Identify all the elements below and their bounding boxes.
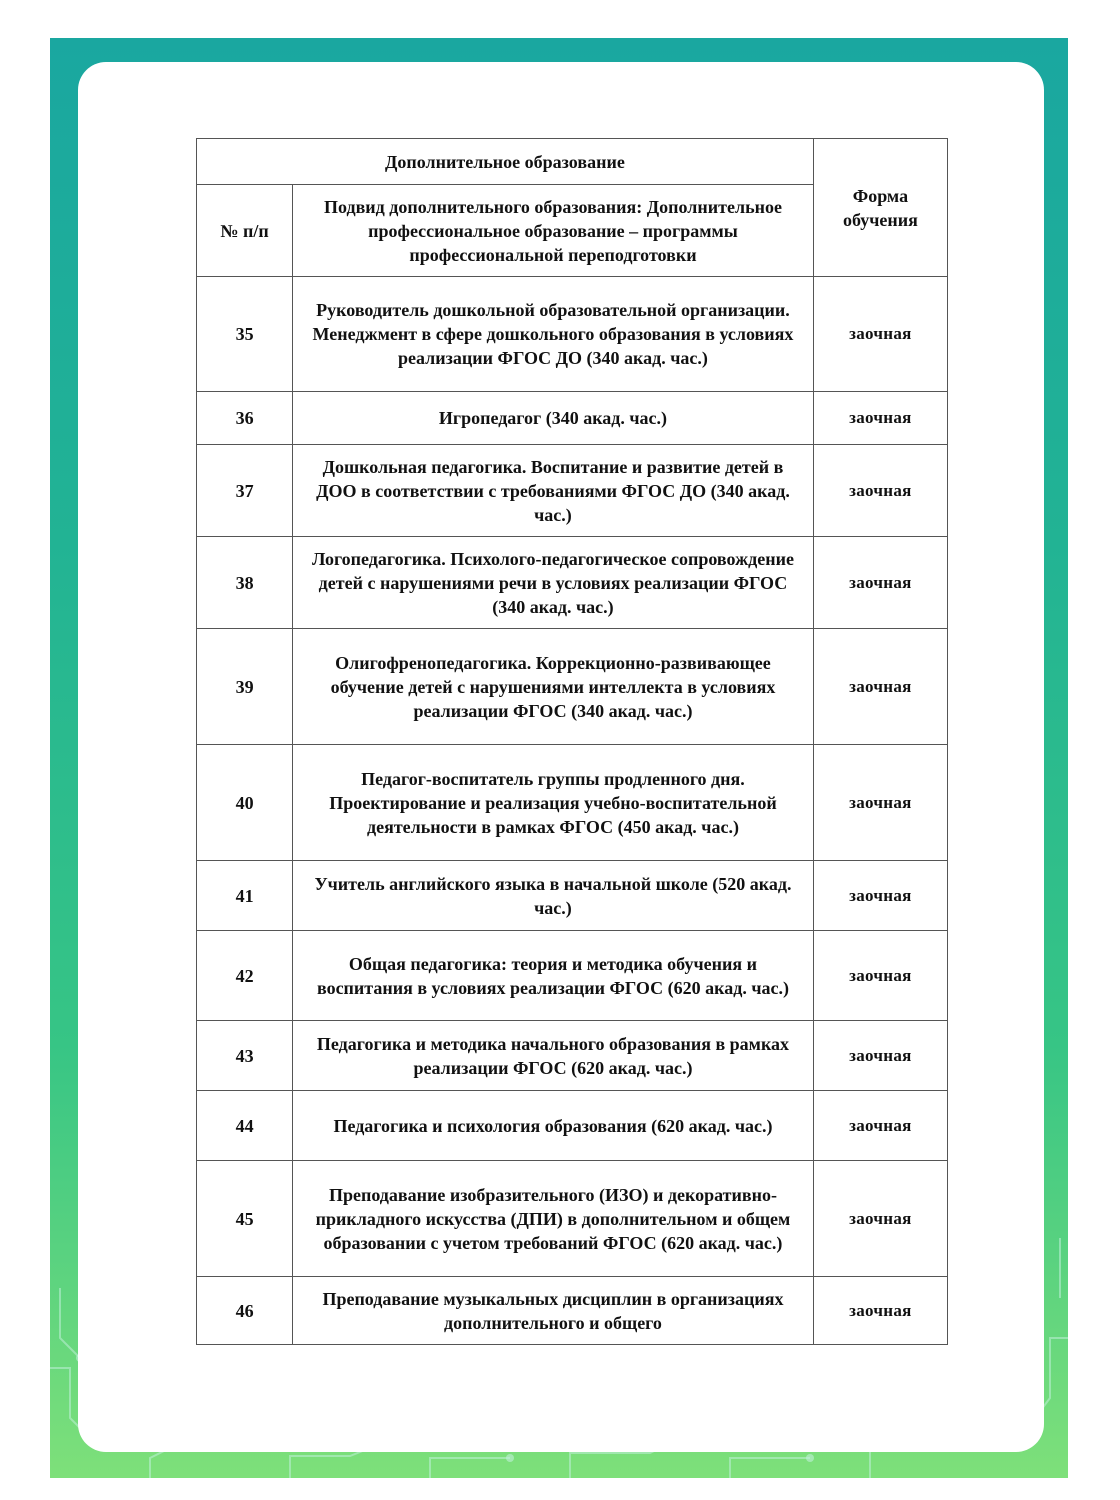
form-header: Форма обучения	[813, 139, 947, 277]
program-name: Дошкольная педагогика. Воспитание и развитие детей в ДОО в соответствии с требованиями ФГОС ДО (340 акад. час.)	[293, 445, 814, 537]
study-form: заочная	[813, 1021, 947, 1091]
study-form: заочная	[813, 931, 947, 1021]
table-row	[197, 1277, 948, 1345]
table-row	[197, 1161, 948, 1277]
row-number: 39	[197, 629, 293, 745]
table-row	[197, 392, 948, 445]
row-number: 40	[197, 745, 293, 861]
study-form: заочная	[813, 277, 947, 392]
program-name: Логопедагогика. Психолого-педагогическое сопровождение детей с нарушениями речи в условиях реализации ФГОС (340 акад. час.)	[293, 537, 814, 629]
table-row	[197, 277, 948, 392]
program-name: Педагогика и психология образования (620 акад. час.)	[293, 1091, 814, 1161]
program-name: Учитель английского языка в начальной школе (520 акад. час.)	[293, 861, 814, 931]
subtype-header: Подвид дополнительного образования: Дополнительное профессиональное образование – программы профессиональной переподготовки	[293, 185, 814, 277]
study-form: заочная	[813, 861, 947, 931]
study-form: заочная	[813, 745, 947, 861]
study-form: заочная	[813, 537, 947, 629]
programs-table	[196, 138, 948, 1345]
row-number: 42	[197, 931, 293, 1021]
program-name: Педагог-воспитатель группы продленного дня. Проектирование и реализация учебно-воспитательной деятельности в рамках ФГОС (450 акад. час.)	[293, 745, 814, 861]
table-row	[197, 1021, 948, 1091]
row-number: 37	[197, 445, 293, 537]
row-number: 41	[197, 861, 293, 931]
table-row	[197, 629, 948, 745]
program-name: Руководитель дошкольной образовательной организации. Менеджмент в сфере дошкольного образования в условиях реализации ФГОС ДО (340 акад. час.)	[293, 277, 814, 392]
row-number: 46	[197, 1277, 293, 1345]
study-form: заочная	[813, 629, 947, 745]
study-form: заочная	[813, 1277, 947, 1345]
program-name: Педагогика и методика начального образования в рамках реализации ФГОС (620 акад. час.)	[293, 1021, 814, 1091]
study-form: заочная	[813, 1161, 947, 1277]
table-row	[197, 445, 948, 537]
program-name: Общая педагогика: теория и методика обучения и воспитания в условиях реализации ФГОС (620 акад. час.)	[293, 931, 814, 1021]
table-row	[197, 1091, 948, 1161]
row-number: 38	[197, 537, 293, 629]
num-header: № п/п	[197, 185, 293, 277]
row-number: 44	[197, 1091, 293, 1161]
row-number: 35	[197, 277, 293, 392]
study-form: заочная	[813, 445, 947, 537]
program-name: Преподавание музыкальных дисциплин в организациях дополнительного и общего	[293, 1277, 814, 1345]
table-row	[197, 745, 948, 861]
table-row	[197, 537, 948, 629]
table-row	[197, 931, 948, 1021]
program-name: Преподавание изобразительного (ИЗО) и декоративно-прикладного искусства (ДПИ) в дополнительном и общем образовании с учетом требований ФГОС (620 акад. час.)	[293, 1161, 814, 1277]
section-header: Дополнительное образование	[197, 139, 814, 185]
table-row	[197, 861, 948, 931]
program-name: Игропедагог (340 акад. час.)	[293, 392, 814, 445]
row-number: 43	[197, 1021, 293, 1091]
table-header-row	[197, 139, 948, 185]
study-form: заочная	[813, 1091, 947, 1161]
program-name: Олигофренопедагогика. Коррекционно-развивающее обучение детей с нарушениями интеллекта в условиях реализации ФГОС (340 акад. час.)	[293, 629, 814, 745]
study-form: заочная	[813, 392, 947, 445]
row-number: 45	[197, 1161, 293, 1277]
row-number: 36	[197, 392, 293, 445]
